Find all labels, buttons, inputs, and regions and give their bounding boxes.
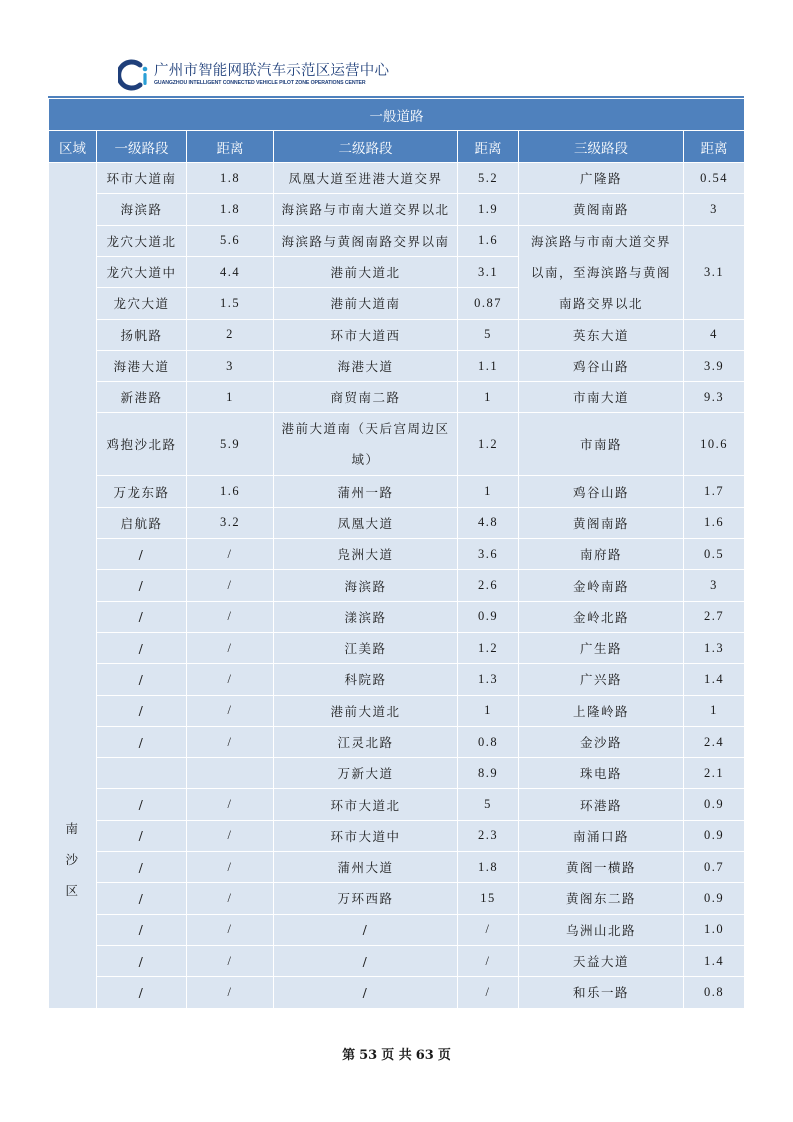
org-name-en: GUANGZHOU INTELLIGENT CONNECTED VEHICLE PILOT ZONE OPERATIONS CENTER	[154, 79, 366, 86]
table-row	[49, 539, 745, 570]
level1-road	[97, 758, 187, 789]
table-title: 一般道路	[49, 99, 745, 131]
table-row	[49, 507, 745, 538]
level3-road: 黄阁东二路	[519, 883, 684, 914]
level3-distance: 1.3	[684, 632, 745, 663]
level3-road: 广隆路	[519, 163, 684, 194]
level3-distance: 1.4	[684, 664, 745, 695]
table-row	[49, 570, 745, 601]
level3-road: 南涌口路	[519, 820, 684, 851]
level2-road: 商贸南二路	[274, 382, 458, 413]
level1-road: /	[97, 601, 187, 632]
level3-distance: 0.9	[684, 789, 745, 820]
table-row	[49, 476, 745, 507]
level2-road: 环市大道北	[274, 789, 458, 820]
level2-distance: 3.6	[458, 539, 519, 570]
level3-road: 珠电路	[519, 758, 684, 789]
level2-distance: /	[458, 945, 519, 976]
level1-road: /	[97, 914, 187, 945]
level1-distance: 2	[187, 319, 274, 350]
level2-distance: 1.2	[458, 413, 519, 476]
level1-distance: /	[187, 852, 274, 883]
table-row	[49, 225, 745, 256]
table-row	[49, 601, 745, 632]
level1-distance: 1.8	[187, 163, 274, 194]
total-pages: 63	[415, 1048, 434, 1063]
level1-road: /	[97, 852, 187, 883]
level1-road: 新港路	[97, 382, 187, 413]
footer-suffix: 页	[437, 1048, 451, 1063]
level1-road: /	[97, 664, 187, 695]
level3-road: 黄阁南路	[519, 194, 684, 225]
level2-road: 万环西路	[274, 883, 458, 914]
level2-road: 海滨路与黄阁南路交界以南	[274, 225, 458, 256]
level3-road: 市南大道	[519, 382, 684, 413]
col-header-dist1: 距离	[187, 131, 274, 163]
level1-road: /	[97, 539, 187, 570]
level2-road: 海滨路	[274, 570, 458, 601]
level3-distance: 3.1	[684, 225, 745, 319]
current-page: 53	[359, 1048, 378, 1063]
level2-road: 漾滨路	[274, 601, 458, 632]
level1-distance: /	[187, 977, 274, 1008]
col-header-level3: 三级路段	[519, 131, 684, 163]
level3-distance: 0.9	[684, 883, 745, 914]
level2-distance: 15	[458, 883, 519, 914]
col-header-level2: 二级路段	[274, 131, 458, 163]
region-char: 沙	[65, 852, 80, 867]
level2-road: 凤凰大道至进港大道交界	[274, 163, 458, 194]
level3-distance: 9.3	[684, 382, 745, 413]
level1-road: 扬帆路	[97, 319, 187, 350]
level3-road: 黄阁一横路	[519, 852, 684, 883]
level1-distance: /	[187, 914, 274, 945]
level3-distance: 0.54	[684, 163, 745, 194]
level1-road: /	[97, 945, 187, 976]
level1-distance: 5.6	[187, 225, 274, 256]
level1-road: /	[97, 820, 187, 851]
level1-distance: /	[187, 726, 274, 757]
level1-road: 鸡抱沙北路	[97, 413, 187, 476]
level2-road: 万新大道	[274, 758, 458, 789]
level3-road: 金岭南路	[519, 570, 684, 601]
table-row	[49, 695, 745, 726]
level3-road: 上隆岭路	[519, 695, 684, 726]
level3-road: 英东大道	[519, 319, 684, 350]
road-table	[48, 98, 745, 1009]
level3-distance: 1.6	[684, 507, 745, 538]
level2-distance: 5.2	[458, 163, 519, 194]
table-row	[49, 789, 745, 820]
level2-distance: 2.6	[458, 570, 519, 601]
level3-road: 广生路	[519, 632, 684, 663]
level2-road: /	[274, 914, 458, 945]
level3-road: 广兴路	[519, 664, 684, 695]
level2-distance: 0.87	[458, 288, 519, 319]
level3-distance: 3	[684, 570, 745, 601]
level2-road: 港前大道北	[274, 256, 458, 287]
level2-distance: 1.8	[458, 852, 519, 883]
level1-distance: /	[187, 570, 274, 601]
level2-road: 港前大道北	[274, 695, 458, 726]
level2-road: 科院路	[274, 664, 458, 695]
level2-distance: 0.9	[458, 601, 519, 632]
level2-distance: 1.1	[458, 350, 519, 381]
level2-road: 海滨路与市南大道交界以北	[274, 194, 458, 225]
level1-distance: /	[187, 883, 274, 914]
level2-distance: 2.3	[458, 820, 519, 851]
table-row	[49, 350, 745, 381]
table-row	[49, 820, 745, 851]
level3-distance: 4	[684, 319, 745, 350]
level1-distance: /	[187, 539, 274, 570]
level2-road: 海港大道	[274, 350, 458, 381]
level3-distance: 2.7	[684, 601, 745, 632]
level2-distance: 1.6	[458, 225, 519, 256]
level1-distance: 3	[187, 350, 274, 381]
level2-road: 凫洲大道	[274, 539, 458, 570]
level3-distance: 0.8	[684, 977, 745, 1008]
level3-road: 南府路	[519, 539, 684, 570]
level2-road: 环市大道中	[274, 820, 458, 851]
level3-distance: 1	[684, 695, 745, 726]
table-row	[49, 914, 745, 945]
level3-distance: 3	[684, 194, 745, 225]
level2-distance: 5	[458, 319, 519, 350]
level2-road: 蒲州一路	[274, 476, 458, 507]
level3-road: 金岭北路	[519, 601, 684, 632]
level3-road: 海滨路与市南大道交界以南，至海滨路与黄阁南路交界以北	[519, 225, 684, 319]
level1-road: 龙穴大道北	[97, 225, 187, 256]
level3-distance: 0.9	[684, 820, 745, 851]
level1-road: 海港大道	[97, 350, 187, 381]
level1-distance: 1.5	[187, 288, 274, 319]
table-row	[49, 194, 745, 225]
level2-distance: 5	[458, 789, 519, 820]
level1-distance: 1.6	[187, 476, 274, 507]
table-row	[49, 382, 745, 413]
level1-road: 万龙东路	[97, 476, 187, 507]
page-footer	[0, 1044, 793, 1063]
level3-distance: 0.5	[684, 539, 745, 570]
table-row	[49, 632, 745, 663]
level2-distance: 1.3	[458, 664, 519, 695]
level3-road: 市南路	[519, 413, 684, 476]
level2-distance: 1.2	[458, 632, 519, 663]
level3-road: 天益大道	[519, 945, 684, 976]
table-row	[49, 883, 745, 914]
col-header-level1: 一级路段	[97, 131, 187, 163]
level1-distance: /	[187, 820, 274, 851]
table-row	[49, 319, 745, 350]
level2-road: /	[274, 945, 458, 976]
table-row	[49, 758, 745, 789]
level3-road: 黄阁南路	[519, 507, 684, 538]
level1-road: 海滨路	[97, 194, 187, 225]
level1-distance: /	[187, 945, 274, 976]
level1-road: 环市大道南	[97, 163, 187, 194]
region-char: 南	[65, 821, 80, 836]
level3-distance: 1.4	[684, 945, 745, 976]
level1-distance: 4.4	[187, 256, 274, 287]
level1-distance	[187, 758, 274, 789]
table-row	[49, 977, 745, 1008]
table-row	[49, 413, 745, 476]
level3-road: 乌洲山北路	[519, 914, 684, 945]
logo-icon	[118, 59, 150, 91]
org-logo	[118, 58, 389, 92]
level2-distance: 8.9	[458, 758, 519, 789]
level1-distance: 1	[187, 382, 274, 413]
col-header-dist3: 距离	[684, 131, 745, 163]
table-row	[49, 945, 745, 976]
level1-distance: /	[187, 632, 274, 663]
level2-distance: 3.1	[458, 256, 519, 287]
level3-road: 环港路	[519, 789, 684, 820]
level3-distance: 0.7	[684, 852, 745, 883]
level1-road: 启航路	[97, 507, 187, 538]
level2-road: 蒲州大道	[274, 852, 458, 883]
level1-road: /	[97, 570, 187, 601]
level3-distance: 2.4	[684, 726, 745, 757]
level2-road: 港前大道南	[274, 288, 458, 319]
table-row	[49, 726, 745, 757]
level1-road: /	[97, 632, 187, 663]
level1-distance: 5.9	[187, 413, 274, 476]
level2-road: 港前大道南（天后宫周边区域）	[274, 413, 458, 476]
level2-road: 江美路	[274, 632, 458, 663]
level3-road: 鸡谷山路	[519, 350, 684, 381]
level3-road: 和乐一路	[519, 977, 684, 1008]
col-header-dist2: 距离	[458, 131, 519, 163]
footer-mid: 页 共	[381, 1048, 412, 1063]
level2-distance: 1	[458, 382, 519, 413]
table-header-row	[49, 131, 745, 163]
level1-distance: /	[187, 601, 274, 632]
level2-distance: 1	[458, 695, 519, 726]
region-cell	[49, 163, 97, 1009]
level1-road: 龙穴大道中	[97, 256, 187, 287]
level1-road: 龙穴大道	[97, 288, 187, 319]
org-name-cn: 广州市智能网联汽车示范区运营中心	[154, 63, 390, 80]
level2-distance: 4.8	[458, 507, 519, 538]
col-header-region: 区域	[49, 131, 97, 163]
level2-road: /	[274, 977, 458, 1008]
level1-distance: 3.2	[187, 507, 274, 538]
level2-distance: 0.8	[458, 726, 519, 757]
level2-road: 江灵北路	[274, 726, 458, 757]
level1-distance: /	[187, 789, 274, 820]
level1-distance: /	[187, 664, 274, 695]
level2-distance: 1	[458, 476, 519, 507]
level3-distance: 2.1	[684, 758, 745, 789]
level1-road: /	[97, 883, 187, 914]
level3-road: 金沙路	[519, 726, 684, 757]
level3-distance: 10.6	[684, 413, 745, 476]
level1-road: /	[97, 977, 187, 1008]
table-row	[49, 163, 745, 194]
footer-prefix: 第	[342, 1048, 356, 1063]
level3-distance: 1.7	[684, 476, 745, 507]
table-row	[49, 852, 745, 883]
level1-road: /	[97, 789, 187, 820]
level2-distance: /	[458, 914, 519, 945]
level1-distance: 1.8	[187, 194, 274, 225]
level1-distance: /	[187, 695, 274, 726]
level3-distance: 1.0	[684, 914, 745, 945]
level2-road: 环市大道西	[274, 319, 458, 350]
table-row	[49, 664, 745, 695]
table-title-row	[49, 99, 745, 131]
level1-road: /	[97, 695, 187, 726]
level3-distance: 3.9	[684, 350, 745, 381]
level2-distance: /	[458, 977, 519, 1008]
level3-road: 鸡谷山路	[519, 476, 684, 507]
level1-road: /	[97, 726, 187, 757]
level2-road: 凤凰大道	[274, 507, 458, 538]
level2-distance: 1.9	[458, 194, 519, 225]
region-char: 区	[65, 883, 80, 898]
